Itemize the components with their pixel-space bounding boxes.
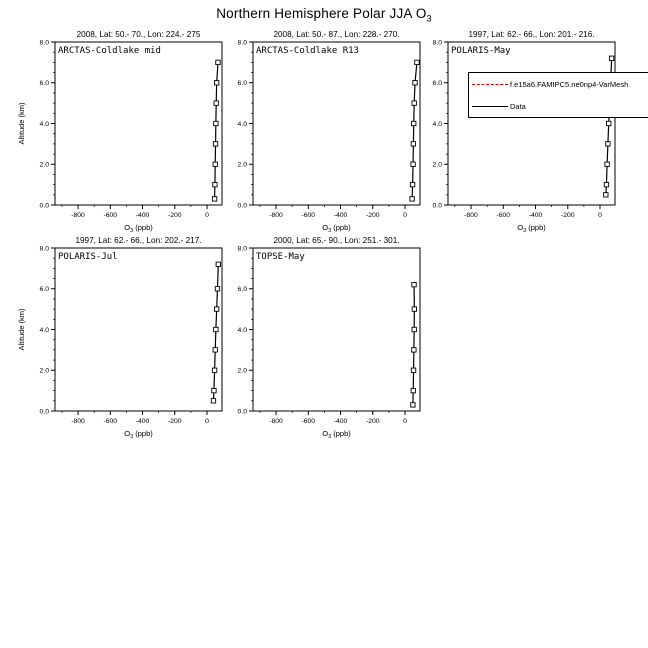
x-axis-label: $O_3$ (ppb) (517, 223, 546, 234)
svg-text:-400: -400 (528, 212, 543, 219)
panel-campaign-label: POLARIS-Jul (58, 252, 118, 262)
svg-text:-600: -600 (301, 418, 316, 425)
svg-text:-200: -200 (167, 212, 182, 219)
plot-svg (213, 236, 431, 464)
svg-text:8.0: 8.0 (237, 39, 247, 47)
svg-text:0.0: 0.0 (237, 202, 247, 210)
svg-text:2.0: 2.0 (39, 161, 49, 169)
svg-text:-800: -800 (71, 418, 85, 425)
svg-text:0.0: 0.0 (39, 408, 49, 416)
x-axis-label: $O_3$ (ppb) (124, 223, 153, 234)
svg-text:0: 0 (598, 212, 602, 219)
svg-text:8.0: 8.0 (39, 245, 49, 253)
svg-text:0: 0 (205, 418, 209, 425)
panel-campaign-label: POLARIS-May (451, 46, 511, 56)
panel-header: 1997, Lat: 62.- 66., Lon: 202.- 217. (75, 236, 202, 245)
plot-svg (408, 30, 629, 258)
plot-svg (15, 30, 233, 258)
svg-text:-400: -400 (135, 418, 150, 425)
panel-header: 2000, Lat: 65.- 90., Lon: 251.- 301. (273, 236, 400, 245)
svg-text:4.0: 4.0 (39, 120, 49, 128)
svg-text:8.0: 8.0 (432, 39, 442, 47)
figure-title (0, 6, 648, 24)
x-axis-label: $O_3$ (ppb) (322, 223, 351, 234)
plot-svg (15, 236, 233, 464)
svg-text:4.0: 4.0 (432, 120, 442, 128)
svg-text:6.0: 6.0 (432, 80, 442, 88)
svg-text:0.0: 0.0 (39, 202, 49, 210)
svg-text:8.0: 8.0 (39, 39, 49, 47)
svg-text:6.0: 6.0 (39, 286, 49, 294)
svg-text:4.0: 4.0 (237, 326, 247, 334)
svg-text:2.0: 2.0 (237, 367, 247, 375)
svg-text:-200: -200 (365, 418, 380, 425)
svg-text:6.0: 6.0 (237, 286, 247, 294)
svg-text:2.0: 2.0 (39, 367, 49, 375)
panel-topse-may (213, 236, 431, 464)
figure-title-text: Northern Hemisphere Polar JJA O (216, 6, 427, 21)
svg-text:0.0: 0.0 (237, 408, 247, 416)
svg-text:-200: -200 (365, 212, 380, 219)
svg-text:2.0: 2.0 (432, 161, 442, 169)
legend-line-sample (472, 84, 508, 85)
svg-text:2.0: 2.0 (237, 161, 247, 169)
svg-text:-800: -800 (71, 212, 85, 219)
panel-polaris-may (408, 30, 629, 258)
panel-campaign-label: ARCTAS-Coldlake mid (58, 46, 161, 56)
x-axis-label: $O_3$ (ppb) (124, 429, 153, 440)
figure-title-subscript: 3 (426, 13, 432, 24)
svg-text:-400: -400 (333, 418, 348, 425)
svg-text:0: 0 (403, 212, 407, 219)
panel-header: 1997, Lat: 62.- 66., Lon: 201.- 216. (468, 30, 595, 39)
svg-text:4.0: 4.0 (237, 120, 247, 128)
legend-entry (469, 95, 648, 117)
svg-text:0.0: 0.0 (432, 202, 442, 210)
svg-text:0: 0 (205, 212, 209, 219)
svg-text:-200: -200 (560, 212, 575, 219)
svg-text:-800: -800 (464, 212, 478, 219)
legend-label: f.e15a6.FAMIPC5.ne0np4-VarMesh (510, 79, 629, 89)
svg-text:-800: -800 (269, 418, 283, 425)
panel-header: 2008, Lat: 50.- 70., Lon: 224.- 275 (76, 30, 201, 39)
panel-polaris-jul (15, 236, 233, 464)
legend-line-sample (472, 106, 508, 107)
panel-arctas-coldlake-r13 (213, 30, 431, 258)
legend-entry (469, 73, 648, 95)
y-axis-label: Altitude (km) (17, 102, 26, 145)
svg-text:-400: -400 (333, 212, 348, 219)
svg-text:8.0: 8.0 (237, 245, 247, 253)
y-axis-label: Altitude (km) (17, 308, 26, 351)
svg-text:-200: -200 (167, 418, 182, 425)
svg-text:-800: -800 (269, 212, 283, 219)
legend-label: Data (510, 101, 526, 111)
panel-arctas-coldlake-mid (15, 30, 233, 258)
svg-text:-600: -600 (103, 418, 118, 425)
svg-text:0: 0 (403, 418, 407, 425)
svg-text:-600: -600 (103, 212, 118, 219)
svg-text:-400: -400 (135, 212, 150, 219)
panel-campaign-label: ARCTAS-Coldlake R13 (256, 46, 359, 56)
svg-text:-600: -600 (301, 212, 316, 219)
panel-header: 2008, Lat: 50.- 87., Lon: 228.- 270. (273, 30, 400, 39)
plot-svg (213, 30, 431, 258)
legend (468, 72, 648, 118)
svg-text:6.0: 6.0 (39, 80, 49, 88)
svg-text:-600: -600 (496, 212, 511, 219)
svg-text:6.0: 6.0 (237, 80, 247, 88)
svg-text:4.0: 4.0 (39, 326, 49, 334)
panel-campaign-label: TOPSE-May (256, 252, 305, 262)
x-axis-label: $O_3$ (ppb) (322, 429, 351, 440)
